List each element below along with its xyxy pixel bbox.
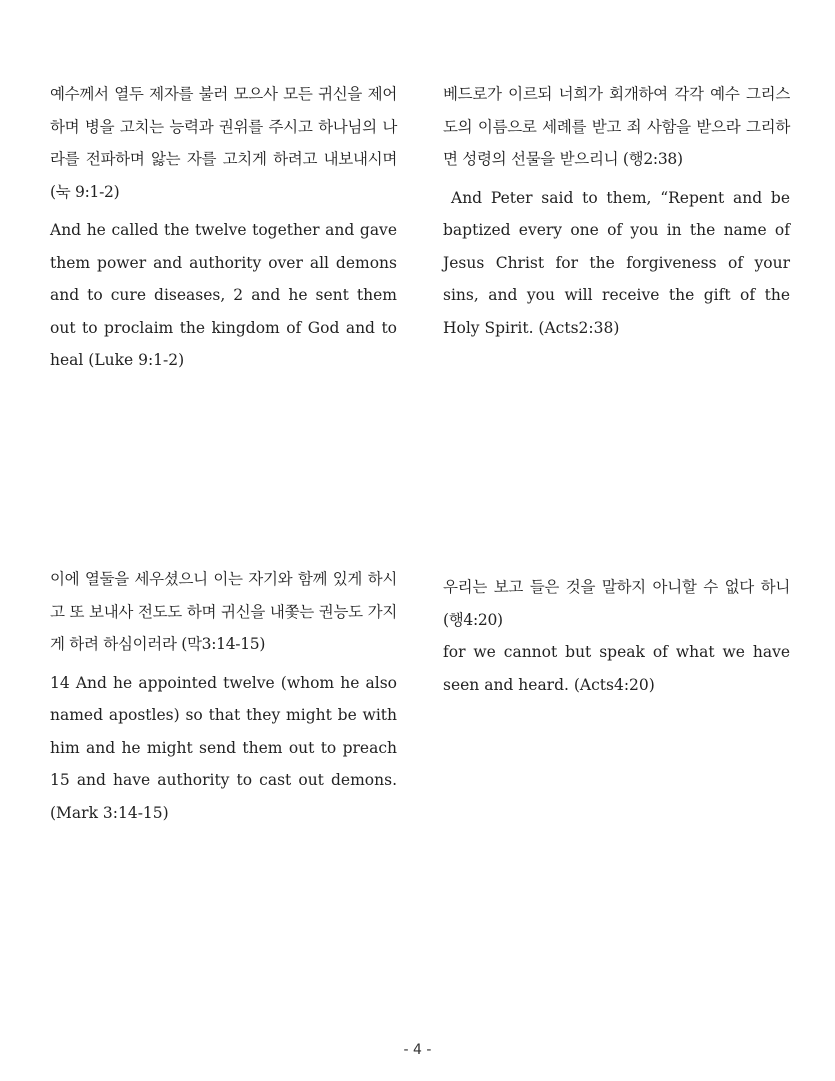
verse-block-mark-3 xyxy=(50,563,397,829)
page-number: - 4 - xyxy=(403,1042,432,1058)
english-verse-text: 14 And he appointed twelve (whom he also named apostles) so that they might be with him and he might send them out to preach 15 and have authority to cast out demons. (Mark 3:14-15) xyxy=(50,673,397,822)
korean-verse-text: 우리는 보고 들은 것을 말하지 아니할 수 없다 하니 (행4:20) xyxy=(443,578,790,629)
english-verse-text: And Peter said to them, “Repent and be baptized every one of you in the name of Jesus Christ for the forgiveness of your sins, and you will receive the gift of the Holy Spirit. (Acts2:38) xyxy=(443,188,790,337)
korean-verse-text: 이에 열둘을 세우셨으니 이는 자기와 함께 있게 하시고 또 보내사 전도도 하며 귀신을 내쫓는 권능도 가지게 하려 하심이러라 (막3:14-15) xyxy=(50,570,397,653)
verse-block-acts-2 xyxy=(443,78,790,344)
english-verse-text: And he called the twelve together and gave them power and authority over all demons and to cure diseases, 2 and he sent them out to proclaim the kingdom of God and to heal (Luke 9:1-2) xyxy=(50,221,397,369)
korean-verse-text: 베드로가 이르되 너희가 회개하여 각각 예수 그리스도의 이름으로 세례를 받고 죄 사함을 받으라 그리하면 성령의 선물을 받으리니 (행2:38) xyxy=(443,85,790,168)
verse-block-luke-9 xyxy=(50,78,397,377)
korean-verse-text: 예수께서 열두 제자를 불러 모으사 모든 귀신을 제어하며 병을 고치는 능력과 권위를 주시고 하나님의 나라를 전파하며 앓는 자를 고치게 하려고 내보내시며 (눅 9:1-2) xyxy=(50,85,397,201)
english-verse-text: for we cannot but speak of what we have seen and heard. (Acts4:20) xyxy=(443,643,790,694)
verse-block-acts-4 xyxy=(443,571,790,701)
